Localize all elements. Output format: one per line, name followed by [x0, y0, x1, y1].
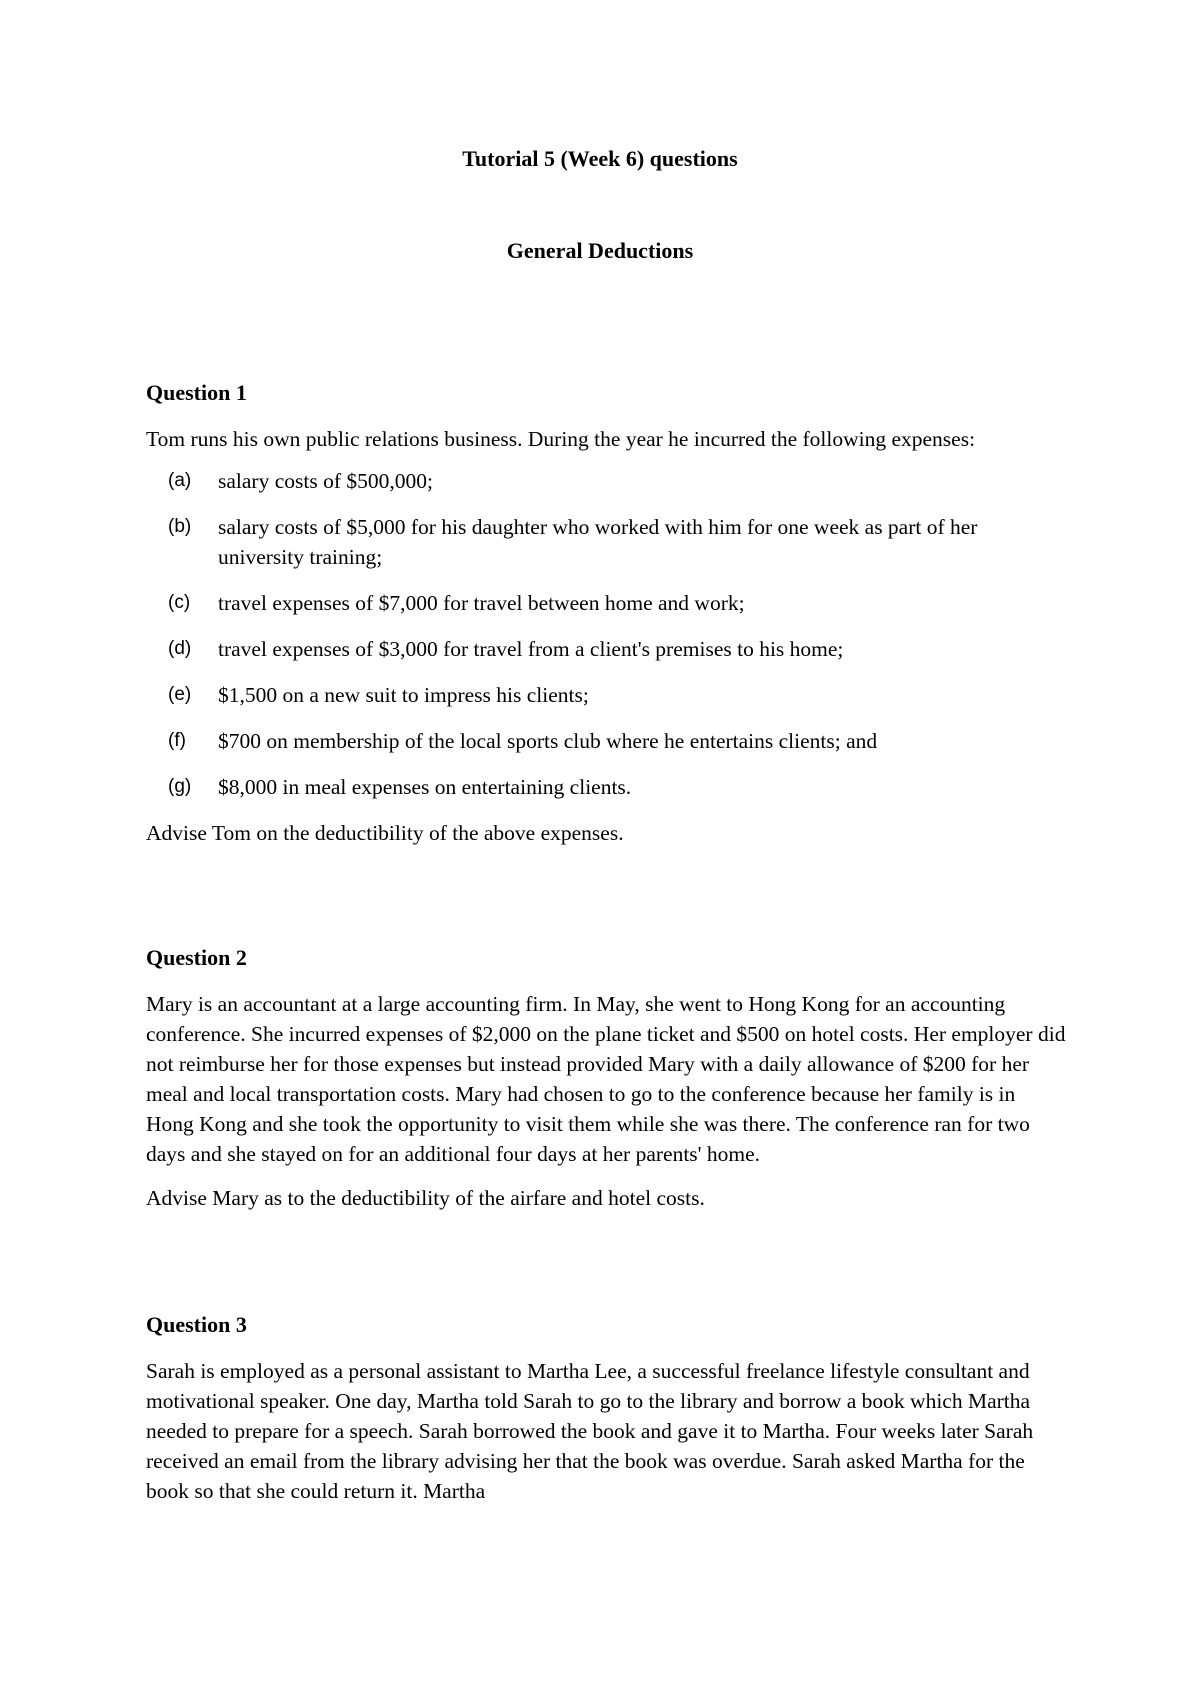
item-text: $1,500 on a new suit to impress his clients; [218, 683, 589, 707]
question-3-heading: Question 3 [146, 1312, 247, 1337]
document-title: Tutorial 5 (Week 6) questions [462, 146, 738, 171]
item-text: $700 on membership of the local sports club where he entertains clients; and [218, 729, 878, 753]
expense-item-c [146, 588, 1066, 618]
item-text: $8,000 in meal expenses on entertaining clients. [218, 775, 632, 799]
item-text: travel expenses of $7,000 for travel between home and work; [218, 591, 745, 615]
question-1-expense-list [146, 466, 1066, 802]
question-2-closing: Advise Mary as to the deductibility of the airfare and hotel costs. [146, 1186, 705, 1210]
item-marker: (g) [168, 776, 192, 797]
item-marker: (b) [168, 516, 192, 537]
question-1-closing: Advise Tom on the deductibility of the above expenses. [146, 821, 624, 845]
item-text: salary costs of $500,000; [218, 469, 433, 493]
question-1-intro: Tom runs his own public relations business. During the year he incurred the following expenses: [146, 427, 976, 451]
item-marker: (e) [168, 684, 192, 705]
item-text: travel expenses of $3,000 for travel from a client's premises to his home; [218, 637, 844, 661]
question-3-section [146, 1312, 1066, 1506]
question-1-heading: Question 1 [146, 380, 247, 405]
question-1-section [146, 380, 1066, 848]
item-text: salary costs of $5,000 for his daughter who worked with him for one week as part of her university training; [218, 515, 978, 569]
expense-item-a [146, 466, 1066, 496]
expense-item-d [146, 634, 1066, 664]
expense-item-f [146, 726, 1066, 756]
question-2-heading: Question 2 [146, 945, 247, 970]
item-marker: (c) [168, 592, 191, 613]
item-marker: (a) [168, 470, 192, 491]
question-3-body: Sarah is employed as a personal assistant to Martha Lee, a successful freelance lifestyle consultant and motivational speaker. One day, Martha told Sarah to go to the library and borrow a book which Martha needed to prepare for a speech. Sarah borrowed the book and gave it to Martha. Four weeks later Sarah received an email from the library advising her that the book was overdue. Sarah asked Martha for the book so that she could return it. Martha [146, 1359, 1034, 1503]
question-2-section [146, 945, 1066, 1213]
expense-item-g [146, 772, 1066, 802]
question-2-body: Mary is an accountant at a large accounting firm. In May, she went to Hong Kong for an accounting conference. She incurred expenses of $2,000 on the plane ticket and $500 on hotel costs. Her employer did not reimburse her for those expenses but instead provided Mary with a daily allowance of $200 for her meal and local transportation costs. Mary had chosen to go to the conference because her family is in Hong Kong and she took the opportunity to visit them while she was there. The conference ran for two days and she stayed on for an additional four days at her parents' home. [146, 992, 1066, 1166]
expense-item-b [146, 512, 1066, 572]
item-marker: (f) [168, 730, 186, 751]
item-marker: (d) [168, 638, 192, 659]
expense-item-e [146, 680, 1066, 710]
document-subtitle: General Deductions [506, 238, 694, 263]
